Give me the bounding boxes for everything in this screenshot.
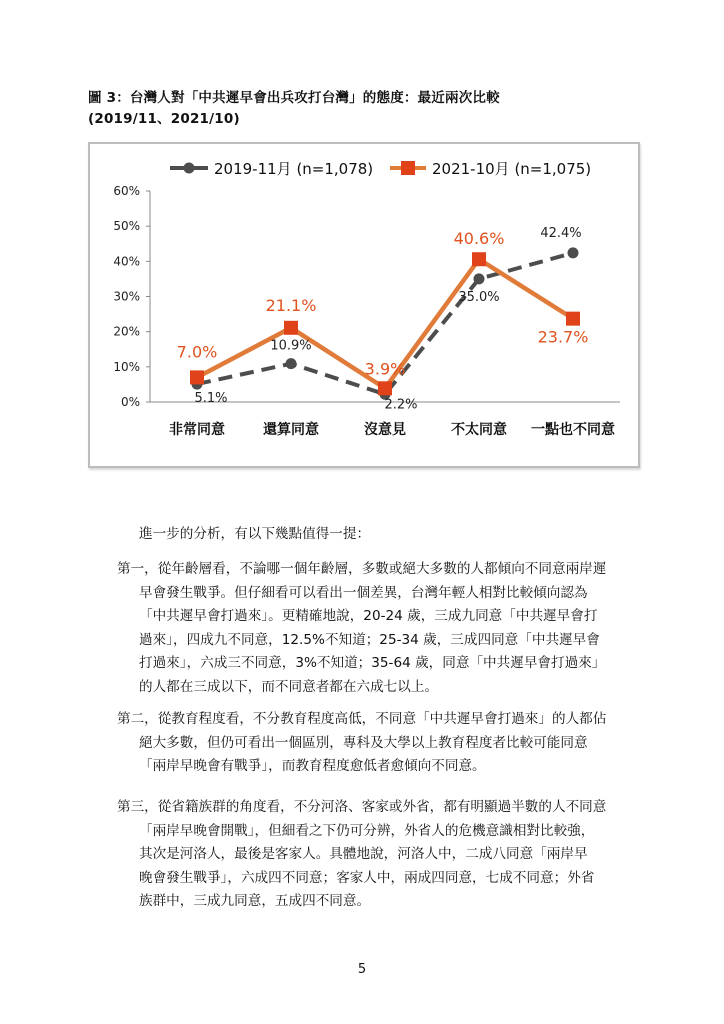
series-2021-data-label: 3.9% — [364, 359, 406, 379]
paragraph-2-line: 「兩岸早晚會有戰爭」，而教育程度愈低者愈傾向不同意。 — [139, 758, 486, 774]
legend-2019-label: 2019-11月 (n=1,078) — [214, 160, 374, 178]
x-tick-label: 非常同意 — [169, 422, 225, 438]
series-2019-data-label: 10.9% — [270, 338, 312, 354]
paragraph-2-line: 第二，從教育程度看，不分教育程度高低，不同意「中共遲早會打過來」的人都佔 — [117, 711, 607, 727]
x-tick-label: 還算同意 — [263, 422, 319, 438]
series-2019-data-label: 35.0% — [458, 289, 500, 305]
x-tick-label: 沒意見 — [364, 422, 406, 438]
x-tick-label: 一點也不同意 — [531, 422, 615, 438]
paragraph-3-line: 族群中，三成九同意，五成四不同意。 — [139, 893, 371, 909]
paragraph-1-line: 第一，從年齡層看，不論哪一個年齡層，多數或絕大多數的人都傾向不同意兩岸遲 — [117, 561, 607, 577]
figure-title-line1: 圖 3：台灣人對「中共遲早會出兵攻打台灣」的態度：最近兩次比較 — [88, 90, 500, 106]
series-2019-data-label: 5.1% — [194, 391, 228, 407]
paragraph-1-line: 的人都在三成以下，而不同意者都在六成七以上。 — [139, 678, 439, 695]
paragraph-1-line: 早會發生戰爭。但仔細看可以看出一個差異，台灣年輕人相對比較傾向認為 — [139, 584, 588, 601]
y-tick-label: 20% — [113, 324, 140, 339]
legend-2021-swatch-marker — [401, 161, 415, 175]
chart-frame — [88, 142, 640, 468]
series-2019-data-label: 42.4% — [540, 225, 582, 241]
paragraph-3 — [117, 796, 659, 914]
paragraph-2-line: 絕大多數，但仍可看出一個區別，專科及大學以上教育程度者比較可能同意 — [139, 734, 588, 751]
series-2021-data-label: 40.6% — [453, 229, 505, 249]
series-2021-point — [566, 312, 580, 326]
x-tick-label: 不太同意 — [451, 422, 507, 438]
line-chart — [90, 144, 638, 466]
series-2019-point — [568, 247, 579, 258]
y-tick-label: 0% — [120, 395, 140, 409]
y-tick-label: 30% — [113, 289, 140, 304]
series-2019-point — [474, 273, 485, 284]
legend-2019-swatch-marker — [184, 163, 195, 174]
y-tick-label: 50% — [113, 219, 140, 234]
legend-2021-label: 2021-10月 (n=1,075) — [432, 160, 592, 178]
paragraph-1 — [117, 558, 659, 699]
figure-title — [88, 88, 500, 130]
series-2021-point — [472, 252, 486, 266]
paragraph-1-line: 過來」，四成九不同意，12.5%不知道；25-34 歲，三成四同意「中共遲早會 — [139, 631, 600, 648]
paragraph-3-line: 「兩岸早晚會開戰」，但細看之下仍可分辨，外省人的危機意識相對比較強， — [139, 822, 595, 839]
paragraph-3-line: 第三，從省籍族群的角度看，不分河洛、客家或外省，都有明顯過半數的人不同意 — [117, 799, 607, 815]
paragraph-3-line: 晚會發生戰爭」，六成四不同意；客家人中，兩成四同意，七成不同意；外省 — [139, 869, 595, 886]
y-tick-label: 40% — [113, 254, 140, 269]
paragraph-3-line: 其次是河洛人，最後是客家人。具體地說，河洛人中，二成八同意「兩岸早 — [139, 846, 588, 862]
y-tick-label: 60% — [113, 184, 140, 198]
series-2021-point — [190, 370, 204, 384]
series-2019-data-label: 2.2% — [384, 397, 418, 413]
paragraph-1-line: 「中共遲早會打過來」。更精確地說，20-24 歲，三成九同意「中共遲早會打 — [139, 608, 598, 624]
series-2021-data-label: 21.1% — [265, 295, 317, 315]
series-2021-point — [378, 381, 392, 395]
intro-text: 進一步的分析，有以下幾點值得一提： — [139, 526, 371, 542]
series-2021-data-label: 23.7% — [537, 327, 589, 347]
figure-title-line2: (2019/11、2021/10) — [88, 111, 240, 127]
y-tick-label: 10% — [113, 359, 140, 374]
paragraph-2 — [117, 708, 659, 779]
paragraph-1-line: 打過來」，六成三不同意，3%不知道；35-64 歲，同意「中共遲早會打過來」 — [139, 655, 606, 671]
page-number: 5 — [357, 962, 367, 977]
series-2019-point — [286, 358, 297, 369]
series-2021-data-label: 7.0% — [176, 342, 218, 362]
series-2021-point — [284, 321, 298, 335]
